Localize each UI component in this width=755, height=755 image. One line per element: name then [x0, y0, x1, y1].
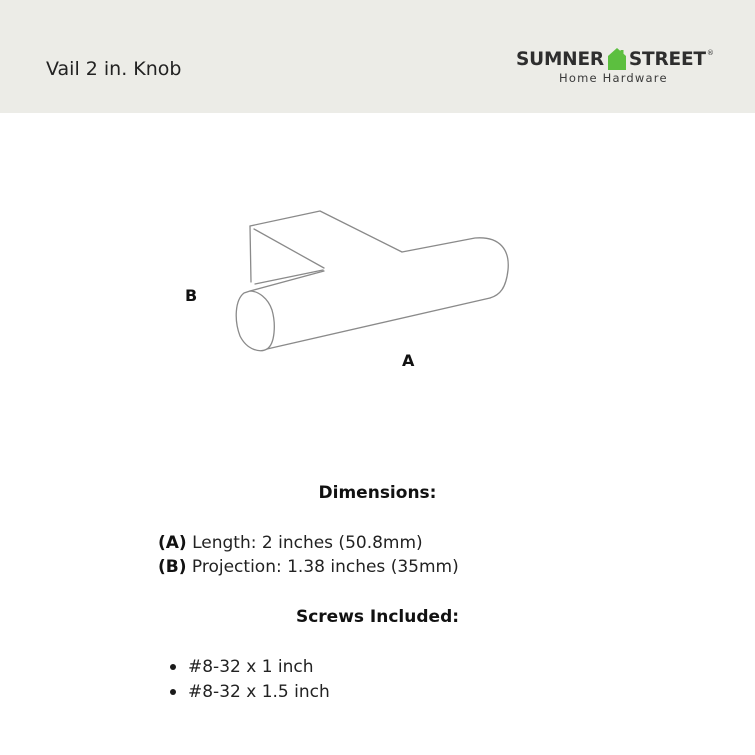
logo-word-street: STREET — [628, 48, 706, 70]
knob-base-plate — [250, 211, 402, 252]
knob-base-front — [250, 226, 251, 282]
screw-list-item — [170, 682, 330, 702]
dimension-key-a: (A) — [158, 533, 187, 553]
logo-wordmark — [516, 46, 714, 72]
screws-heading: Screws Included: — [295, 607, 460, 627]
house-icon — [607, 47, 627, 71]
dimensions-heading: Dimensions: — [318, 483, 437, 503]
logo-tagline: Home Hardware — [559, 71, 668, 85]
logo-word-sumner: SUMNER — [516, 48, 604, 70]
header-bar — [0, 0, 755, 113]
bullet-icon — [170, 664, 176, 670]
dimension-key-b: (B) — [158, 557, 187, 577]
knob-base-diagonal — [254, 229, 324, 268]
dimension-label-a: A — [402, 351, 415, 370]
knob-bar-top — [402, 238, 508, 298]
bullet-icon — [170, 689, 176, 695]
product-title: Vail 2 in. Knob — [46, 58, 182, 80]
dimension-length — [158, 533, 423, 553]
dimension-projection — [158, 557, 459, 577]
knob-base-inner — [255, 270, 323, 284]
dimension-text-b: Projection: 1.38 inches (35mm) — [191, 557, 459, 577]
knob-line-drawing — [0, 113, 755, 413]
screw-text-2: #8-32 x 1.5 inch — [188, 682, 330, 702]
dimension-text-a: Length: 2 inches (50.8mm) — [192, 533, 423, 553]
dimension-label-b: B — [185, 286, 198, 305]
registered-mark: ® — [706, 49, 714, 57]
screw-text-1: #8-32 x 1 inch — [188, 657, 314, 677]
screw-list-item — [170, 657, 314, 677]
knob-bar-bottom — [267, 298, 490, 349]
knob-bar-upper — [250, 271, 324, 291]
brand-logo — [516, 46, 721, 88]
knob-end-cap — [236, 291, 274, 351]
